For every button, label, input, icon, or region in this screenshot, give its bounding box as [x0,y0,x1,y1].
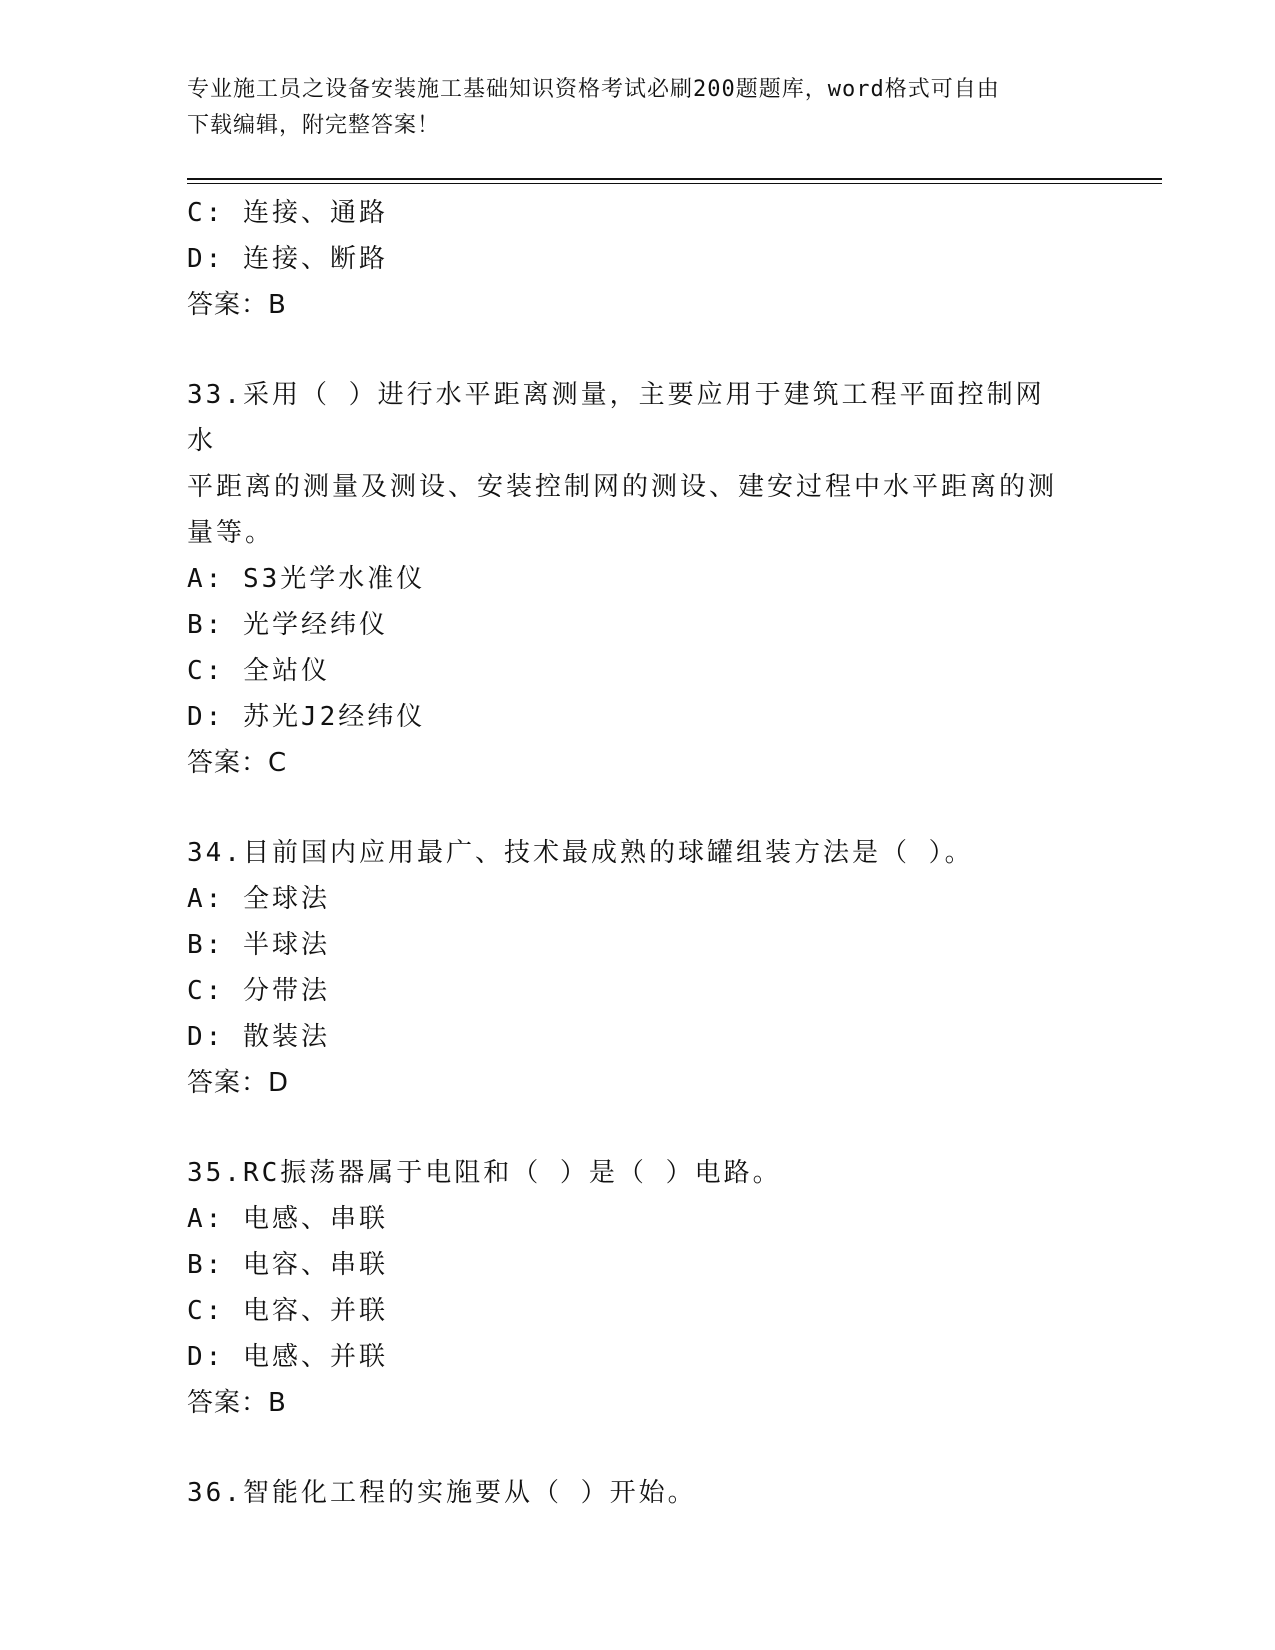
question-stem-line: 量等。 [187,518,275,548]
question-33 [187,372,1067,786]
question-stem-line: 35.RC振荡器属于电阻和（ ）是（ ）电路。 [187,1158,782,1188]
question-stem-line: 平距离的测量及测设、安装控制网的测设、建安过程中水平距离的测 [187,472,1058,502]
option-c: C: 电容、并联 [187,1296,388,1326]
option-d: D: 苏光J2经纬仪 [187,702,426,732]
question-stem-line: 34.目前国内应用最广、技术最成熟的球罐组装方法是（ ）。 [187,838,974,868]
answer-line: 答案：B [187,1388,287,1418]
answer-line: 答案：C [187,748,288,778]
question-stem-line: 33.采用（ ）进行水平距离测量，主要应用于建筑工程平面控制网水 [187,380,1045,456]
option-c: C: 全站仪 [187,656,330,686]
header-rule-thick [187,178,1162,180]
question-35 [187,1150,1067,1426]
option-b: B: 光学经纬仪 [187,610,388,640]
option-c: C: 连接、通路 [187,198,388,228]
question-36 [187,1470,1067,1516]
header-line-1: 专业施工员之设备安装施工基础知识资格考试必刷200题题库，word格式可自由 [187,77,1000,102]
header-rule-thin [187,183,1162,184]
option-a: A: 电感、串联 [187,1204,388,1234]
option-c: C: 分带法 [187,976,330,1006]
header-line-2: 下载编辑，附完整答案！ [187,113,441,138]
previous-question-tail [187,190,1067,328]
option-d: D: 连接、断路 [187,244,388,274]
question-list [187,190,1067,1516]
question-34 [187,830,1067,1106]
option-b: B: 电容、串联 [187,1250,388,1280]
question-stem-line: 36.智能化工程的实施要从（ ）开始。 [187,1478,697,1508]
option-a: A: 全球法 [187,884,330,914]
option-d: D: 电感、并联 [187,1342,388,1372]
option-a: A: S3光学水准仪 [187,564,426,594]
option-b: B: 半球法 [187,930,330,960]
option-d: D: 散装法 [187,1022,330,1052]
document-header [187,72,1067,144]
answer-line: 答案：B [187,290,287,320]
answer-line: 答案：D [187,1068,290,1098]
